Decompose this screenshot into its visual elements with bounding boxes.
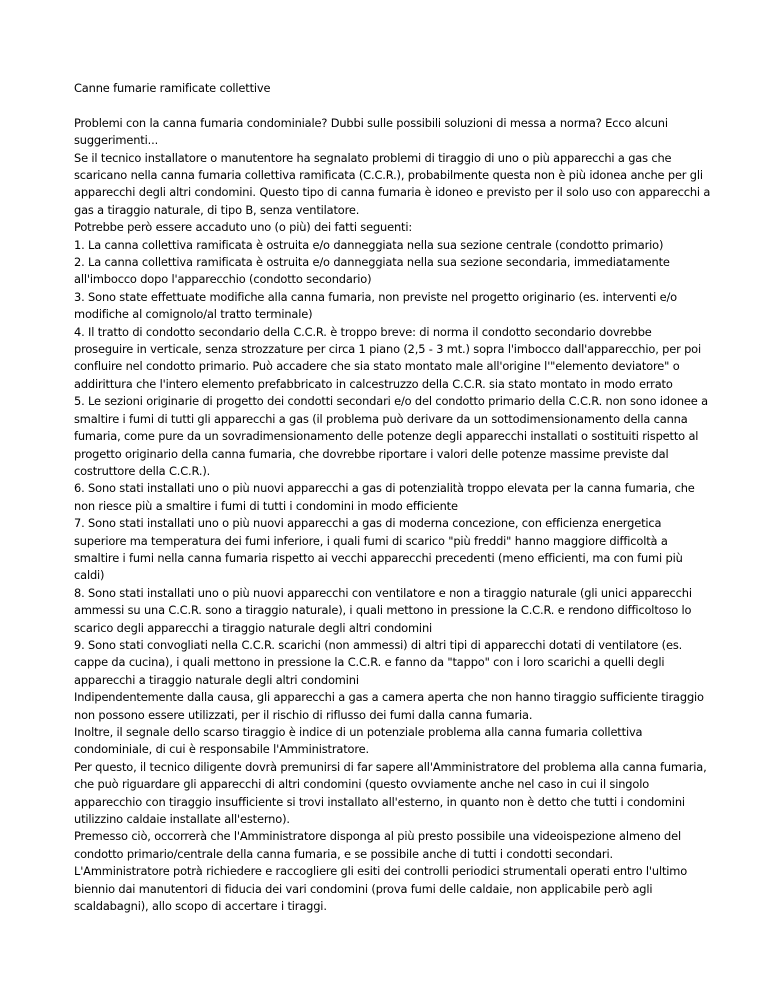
cause-item-2: 2. La canna collettiva ramificata è ostruita e/o danneggiata nella sua sezione secondaria, immediatamente all'imbocco dopo l'apparecchio (condotto secondario) (74, 255, 670, 287)
cause-item-3: 3. Sono state effettuate modifiche alla canna fumaria, non previste nel progetto originario (es. interventi e/o modifiche al comignolo/al tratto terminale) (74, 289, 677, 322)
inspection-paragraph: Premesso ciò, occorrerà che l'Amministratore disponga al più presto possibile una videoispezione almeno del condotto primario/centrale della canna fumaria, e se possibile anche di tutti i condotti secondari. (74, 829, 682, 861)
cause-item-5: 5. Le sezioni originarie di progetto dei condotti secondari e/o del condotto primario della C.C.R. non sono idonee a smaltire i fumi di tutti gli apparecchi a gas (il problema può derivare da un sottodimensionamento della canna fumaria, come pure da un sovradimensionamento delle potenze degli apparecchi installati o sostituiti rispetto al progetto originario della canna fumaria, che dovrebbe riportare i valori delle potenze massime previste dal costruttore della C.C.R.). (74, 394, 708, 478)
cause-item-8: 8. Sono stati installati uno o più nuovi apparecchi con ventilatore e non a tiraggio naturale (gli unici apparecchi ammessi su una C.C.R. sono a tiraggio naturale), i quali mettono in pressione la C.C.R. e rendono difficoltoso lo scarico degli apparecchi a tiraggio naturale degli altri condomini (74, 585, 692, 635)
document-title: Canne fumarie ramificate collettive (74, 81, 271, 95)
cause-item-4: 4. Il tratto di condotto secondario della C.C.R. è troppo breve: di norma il condotto secondario dovrebbe proseguire in verticale, senza strozzature per circa 1 piano (2,5 - 3 mt.) sopra l'imbocco dall'apparecchio, per poi confluire nel condotto primario. Può accadere che sia stato montato male all'origine l'"elemento deviatore" o addirittura che l'intero elemento prefabbricato in calcestruzzo della C.C.R. sia stato montato in modo errato (74, 324, 701, 391)
consequence-paragraph: Indipendentemente dalla causa, gli apparecchi a gas a camera aperta che non hanno tiraggio sufficiente tiraggio non possono essere utilizzati, per il rischio di riflusso dei fumi dalla canna fumaria. (74, 690, 704, 722)
problem-paragraph: Se il tecnico installatore o manutentore ha segnalato problemi di tiraggio di uno o più apparecchi a gas che scaricano nella canna fumaria collettiva ramificata (C.C.R.), probabilmente questa non è più idonea anche per gli apparecchi degli altri condomini. Questo tipo di canna fumaria è idoneo e previsto per il solo uso con apparecchi a gas a tiraggio naturale, di tipo B, senza ventilatore. (74, 150, 711, 217)
document-body (74, 80, 714, 915)
causes-intro: Potrebbe però essere accaduto uno (o più) dei fatti seguenti: (74, 220, 413, 235)
technician-paragraph: Per questo, il tecnico diligente dovrà premunirsi di far sapere all'Amministratore del problema alla canna fumaria, che può riguardare gli apparecchi di altri condomini (questo ovviamente anche nel caso in cui il singolo apparecchio con tiraggio insufficiente si trovi installato all'esterno, in quanto non è detto che tutti i condomini utilizzino caldaie installate all'esterno). (74, 759, 707, 827)
cause-item-1: 1. La canna collettiva ramificata è ostruita e/o danneggiata nella sua sezione centrale (condotto primario) (74, 237, 664, 252)
responsibility-paragraph: Inoltre, il segnale dello scarso tiraggio è indice di un potenziale problema alla canna fumaria collettiva condominiale, di cui è responsabile l'Amministratore. (74, 725, 643, 757)
intro-paragraph: Problemi con la canna fumaria condominiale? Dubbi sulle possibili soluzioni di messa a norma? Ecco alcuni suggerimenti... (74, 115, 668, 148)
administrator-paragraph: L'Amministratore potrà richiedere e raccogliere gli esiti dei controlli periodici strumentali operati entro l'ultimo biennio dai manutentori di fiducia dei vari condomini (prova fumi delle caldaie, non applicabile però agli scaldabagni), allo scopo di accertare i tiraggi. (74, 864, 688, 914)
cause-item-6: 6. Sono stati installati uno o più nuovi apparecchi a gas di potenzialità troppo elevata per la canna fumaria, che non riesce più a smaltire i fumi di tutti i condomini in modo efficiente (74, 481, 695, 513)
cause-item-9: 9. Sono stati convogliati nella C.C.R. scarichi (non ammessi) di altri tipi di apparecchi dotati di ventilatore (es. cappe da cucina), i quali mettono in pressione la C.C.R. e fanno da "tappo" con i loro scarichi a quelli degli apparecchi a tiraggio naturale degli altri condomini (74, 637, 683, 687)
cause-item-7: 7. Sono stati installati uno o più nuovi apparecchi a gas di moderna concezione, con efficienza energetica superiore ma temperatura dei fumi inferiore, i quali fumi di scarico "più freddi" hanno maggiore difficoltà a smaltire i fumi nella canna fumaria rispetto ai vecchi apparecchi precedenti (meno efficienti, ma con fumi più caldi) (74, 516, 683, 583)
